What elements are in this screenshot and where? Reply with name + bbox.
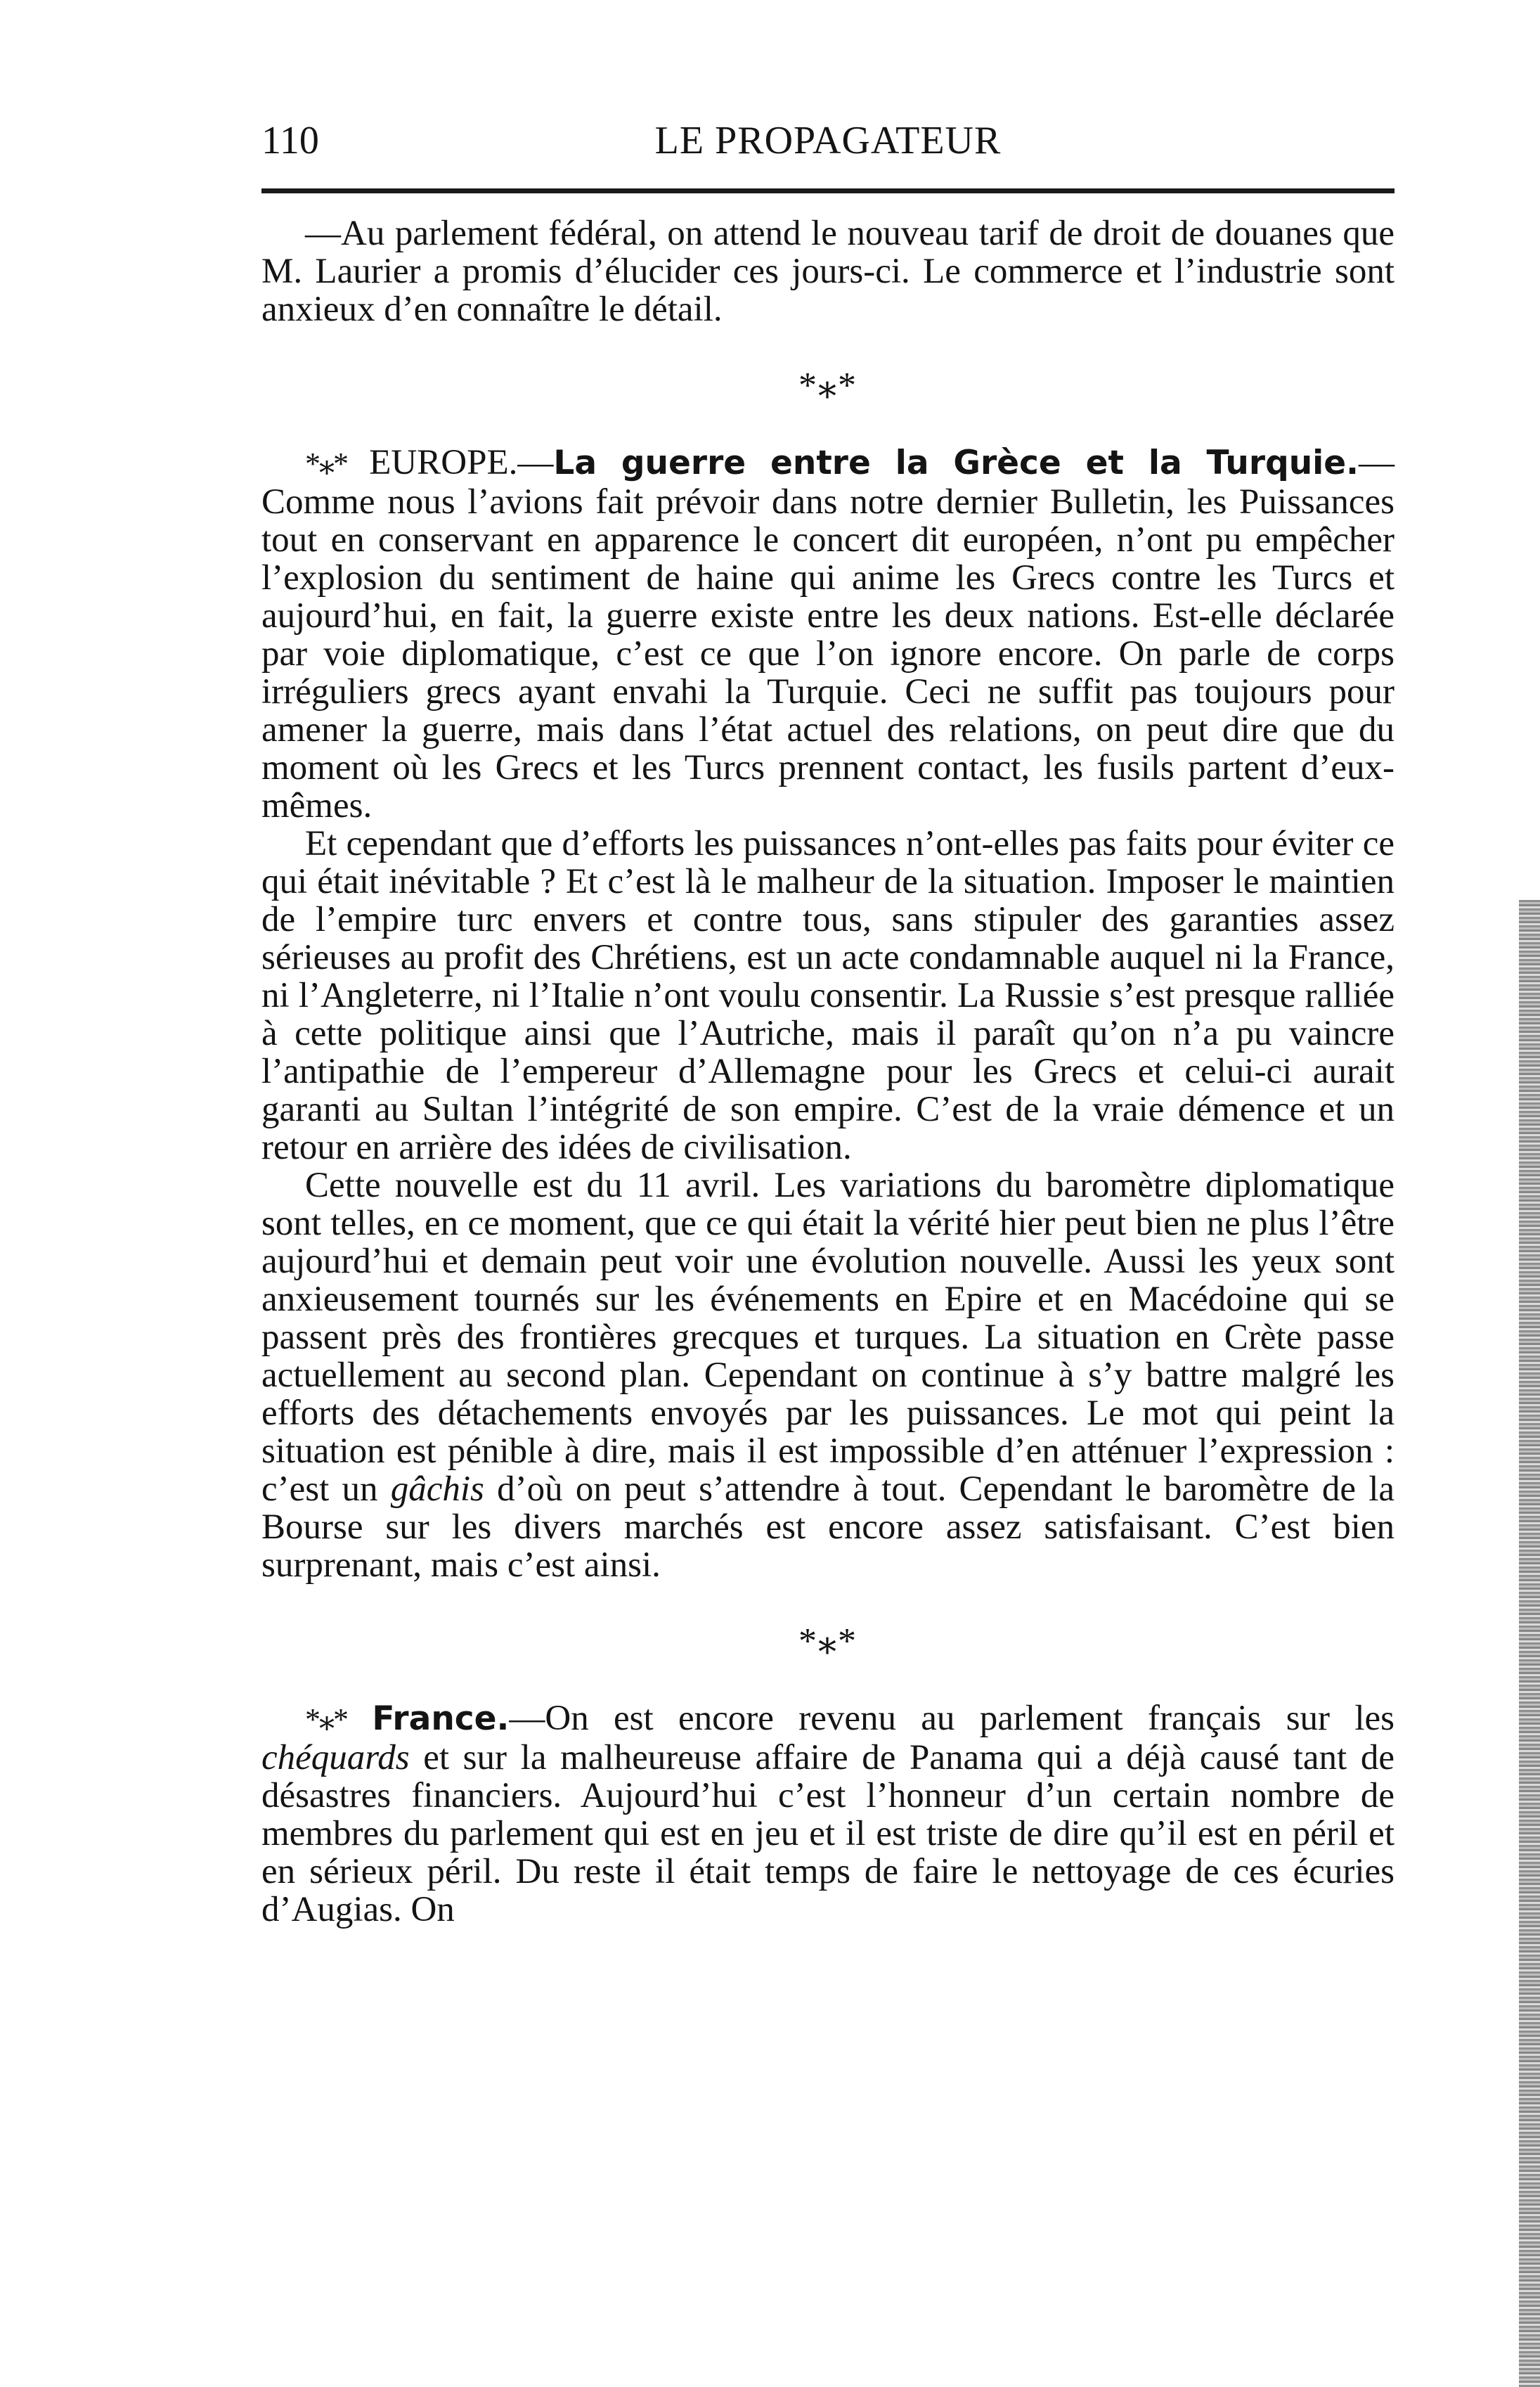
paragraph-efforts-puissances: Et cependant que d’efforts les puissances n’ont-elles pas faits pour éviter ce qui était inévitable ? Et c’est là le malheur de la situation. Imposer le maintien de l’empire turc envers et contre tous, sans stipuler des garanties assez sérieuses au profit des Chrétiens, est un acte condamnable auquel ni la France, ni l’Angleterre, ni l’Italie n’ont voulu consentir. La Russie s’est presque ralliée à cette politique ainsi que l’Autriche, mais il paraît qu’on n’a pu vaincre l’antipathie de l’empereur d’Allemagne pour les Grecs et celui-ci aurait garanti au Sultan l’intégrité de son empire. C’est de la vraie démence et un retour en arrière des idées de civilisation. bbox=[261, 824, 1395, 1167]
france-text-a: —On est encore revenu au parlement français sur les bbox=[509, 1699, 1395, 1738]
asterism-mark: *⁎* bbox=[305, 446, 347, 481]
paragraph-nouvelle-11-avril bbox=[261, 1166, 1395, 1584]
page-number: 110 bbox=[261, 119, 319, 162]
section-separator: *⁎* bbox=[798, 1621, 858, 1661]
section-heading-france: France. bbox=[372, 1699, 510, 1738]
paragraph-europe bbox=[261, 444, 1395, 825]
asterism-mark: *⁎* bbox=[305, 1702, 347, 1737]
italic-chequards: chéquards bbox=[261, 1738, 410, 1777]
page-body bbox=[261, 105, 1395, 1929]
paragraph-parlement-federal: —Au parlement fédéral, on attend le nouveau tarif de droit de douanes que M. Laurier a promis d’élucider ces jours-ci. Le commerce et l’industrie sont anxieux d’en connaître le détail. bbox=[261, 214, 1395, 329]
europe-text: —Comme nous l’avions fait prévoir dans notre dernier Bulletin, les Puissances tout en conservant en apparence le concert dit européen, n’ont pu empêcher l’explosion du sentiment de haine qui anime les Grecs contre les Turcs et aujourd’hui, en fait, la guerre existe entre les deux nations. Est-elle déclarée par voie diplomatique, c’est ce que l’on ignore encore. On parle de corps irréguliers grecs ayant envahi la Turquie. Ceci ne suffit pas toujours pour amener la guerre, mais dans l’état actuel des relations, on peut dire que du moment où les Grecs et les Turcs prennent contact, les fusils partent d’eux-mêmes. bbox=[261, 443, 1395, 825]
running-title: LE PROPAGATEUR bbox=[654, 119, 1002, 162]
france-text-b: et sur la malheureuse affaire de Panama qui a déjà causé tant de désastres financiers. Aujourd’hui c’est l’honneur d’un certain nombre de membres du parlement qui est en jeu et il est triste de dire qu’il est en péril et en sérieux péril. Du reste il était temps de faire le nettoyage de ces écuries d’Augias. On bbox=[261, 1738, 1395, 1929]
section-separator: *⁎* bbox=[798, 366, 858, 406]
nouvelle-text-b: d’où on peut s’attendre à tout. Cependant le baromètre de la Bourse sur les divers marchés est encore assez satisfaisant. C’est bien surprenant, mais c’est ainsi. bbox=[261, 1469, 1395, 1585]
section-label-europe: EUROPE.— bbox=[369, 443, 554, 482]
section-heading-grece-turquie: La guerre entre la Grèce et la Turquie. bbox=[553, 444, 1359, 482]
paragraph-france bbox=[261, 1699, 1395, 1929]
page-header bbox=[261, 105, 1395, 176]
italic-gachis: gâchis bbox=[390, 1469, 484, 1509]
nouvelle-text-a: Cette nouvelle est du 11 avril. Les variations du baromètre diplomatique sont telles, en ce moment, que ce qui était la vérité hier peut bien ne plus l’être aujourd’hui et demain peut voir une évolution nouvelle. Aussi les yeux sont anxieusement tournés sur les événements en Epire et en Macédoine qui se passent près des frontières grecques et turques. La situation en Crète passe actuellement au second plan. Cependant on continue à s’y battre malgré les efforts des détachements envoyés par les puissances. Le mot qui peint la situation est pénible à dire, mais il est impossible d’en atténuer l’expression : c’est un bbox=[261, 1166, 1395, 1509]
header-rule bbox=[261, 188, 1395, 193]
scan-edge-shadow bbox=[1519, 900, 1540, 2387]
